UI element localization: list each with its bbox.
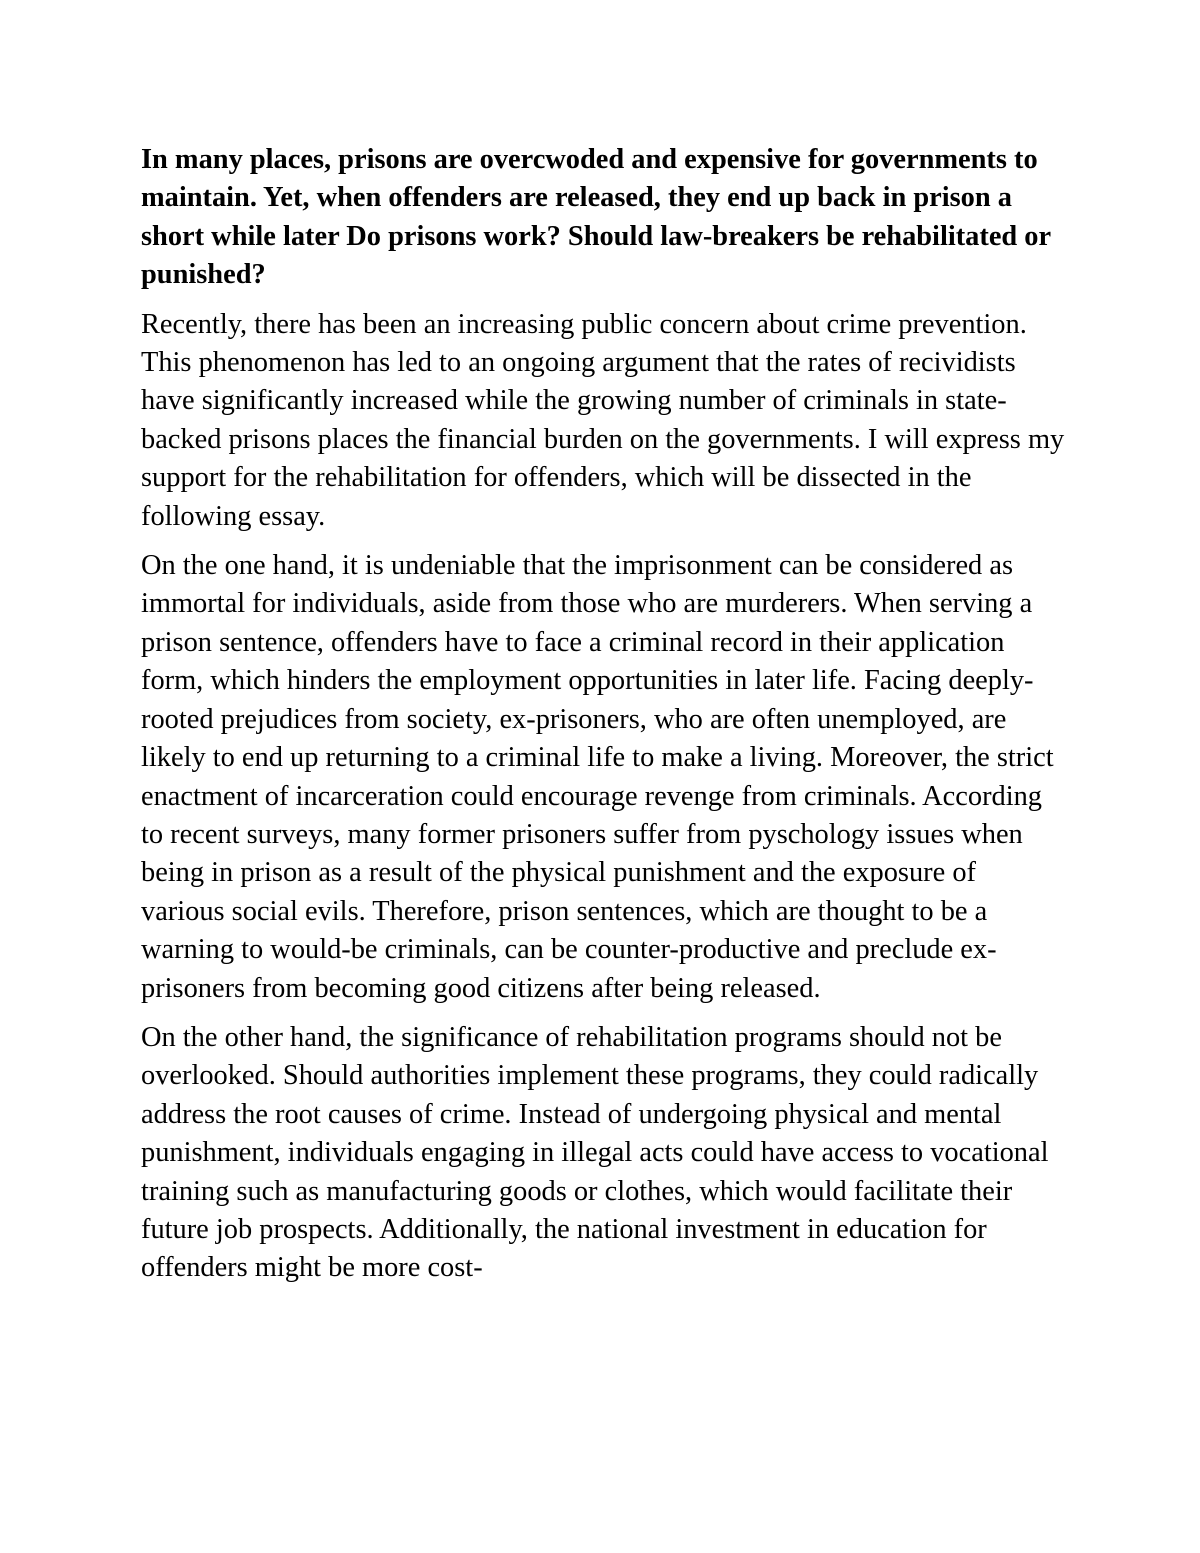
- essay-prompt: In many places, prisons are overcwoded and expensive for governments to maintain. Yet, when offenders are released, they end up back in prison a short while later Do prisons work? Should law-breakers be rehabilitated or punished?: [141, 144, 1051, 291]
- paragraph-body-one: On the one hand, it is undeniable that the imprisonment can be considered as immortal for individuals, aside from those who are murderers. When serving a prison sentence, offenders have to face a criminal record in their application form, which hinders the employment opportunities in later life. Facing deeply-rooted prejudices from society, ex-prisoners, who are often unemployed, are likely to end up returning to a criminal life to make a living. Moreover, the strict enactment of incarceration could encourage revenge from criminals. According to recent surveys, many former prisoners suffer from pyschology issues when being in prison as a result of the physical punishment and the exposure of various social evils. Therefore, prison sentences, which are thought to be a warning to would-be criminals, can be counter-productive and preclude ex-prisoners from becoming good citizens after being released.: [141, 550, 1054, 1004]
- document-body: [141, 141, 1066, 1299]
- paragraph-body-two: On the other hand, the significance of rehabilitation programs should not be overlooked. Should authorities implement these programs, they could radically address the root causes of crime. Instead of undergoing physical and mental punishment, individuals engaging in illegal acts could have access to vocational training such as manufacturing goods or clothes, which would facilitate their future job prospects. Additionally, the national investment in education for offenders might be more cost-: [141, 1021, 1049, 1284]
- paragraph-introduction: Recently, there has been an increasing public concern about crime prevention. This phenomenon has led to an ongoing argument that the rates of recividists have significantly increased while the growing number of criminals in state-backed prisons places the financial burden on the governments. I will express my support for the rehabilitation for offenders, which will be dissected in the following essay.: [141, 308, 1065, 532]
